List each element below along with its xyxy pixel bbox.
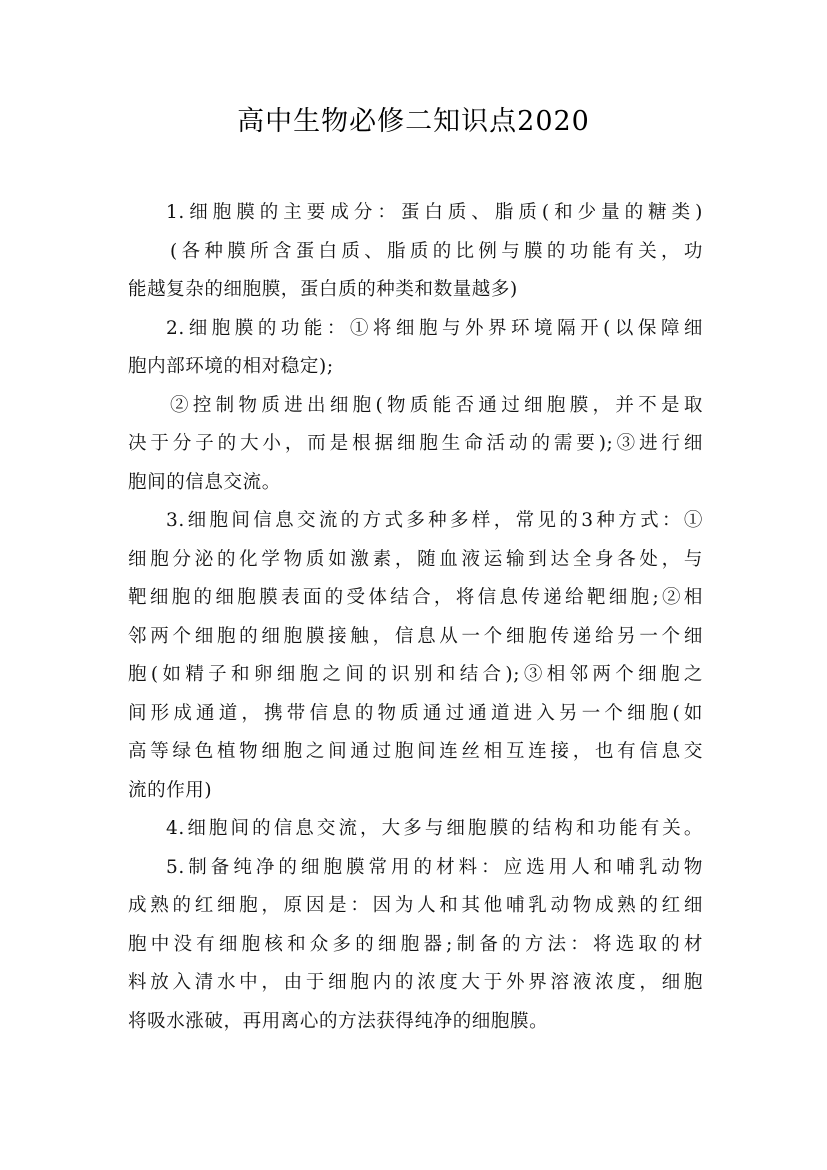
text-line: 将吸水涨破，再用离心的方法获得纯净的细胞膜。 bbox=[128, 1010, 549, 1032]
document-body bbox=[128, 194, 703, 1041]
text-line: 胞(如精子和卵细胞之间的识别和结合);③相邻两个细胞之 bbox=[128, 664, 703, 685]
text-line: 胞间的信息交流。 bbox=[128, 471, 281, 493]
text-line: 2.细胞膜的功能：①将细胞与外界环境隔开(以保障细 bbox=[166, 317, 703, 339]
text-line: 决于分子的大小，而是根据细胞生命活动的需要);③进行细 bbox=[128, 433, 703, 454]
text-line: 5.制备纯净的细胞膜常用的材料：应选用人和哺乳动物 bbox=[166, 856, 703, 878]
text-line: 流的作用) bbox=[128, 779, 213, 801]
text-line: (各种膜所含蛋白质、脂质的比例与膜的功能有关，功 bbox=[170, 240, 703, 262]
text-line: 邻两个细胞的细胞膜接触，信息从一个细胞传递给另一个细 bbox=[128, 625, 703, 647]
text-line: 胞内部环境的相对稳定); bbox=[128, 356, 334, 377]
text-line: ②控制物质进出细胞(物质能否通过细胞膜，并不是取 bbox=[170, 394, 703, 416]
text-line: 细胞分泌的化学物质如激素，随血液运输到达全身各处，与 bbox=[128, 548, 703, 570]
text-line: 3.细胞间信息交流的方式多种多样，常见的3种方式：① bbox=[166, 510, 703, 531]
text-line: 1.细胞膜的主要成分：蛋白质、脂质(和少量的糖类) bbox=[166, 202, 703, 223]
text-line: 料放入清水中，由于细胞内的浓度大于外界溶液浓度，细胞 bbox=[128, 972, 703, 993]
text-line: 间形成通道，携带信息的物质通过通道进入另一个细胞(如 bbox=[128, 702, 703, 724]
text-line: 成熟的红细胞，原因是：因为人和其他哺乳动物成熟的红细 bbox=[128, 895, 703, 916]
text-line: 胞中没有细胞核和众多的细胞器;制备的方法：将选取的材 bbox=[128, 933, 703, 955]
text-line: 4.细胞间的信息交流，大多与细胞膜的结构和功能有关。 bbox=[166, 818, 703, 839]
text-line: 靶细胞的细胞膜表面的受体结合，将信息传递给靶细胞;②相 bbox=[128, 587, 703, 608]
text-line: 能越复杂的细胞膜，蛋白质的种类和数量越多) bbox=[128, 279, 518, 300]
text-line: 高等绿色植物细胞之间通过胞间连丝相互连接，也有信息交 bbox=[128, 741, 703, 762]
document-title: 高中生物必修二知识点2020 bbox=[237, 106, 590, 137]
